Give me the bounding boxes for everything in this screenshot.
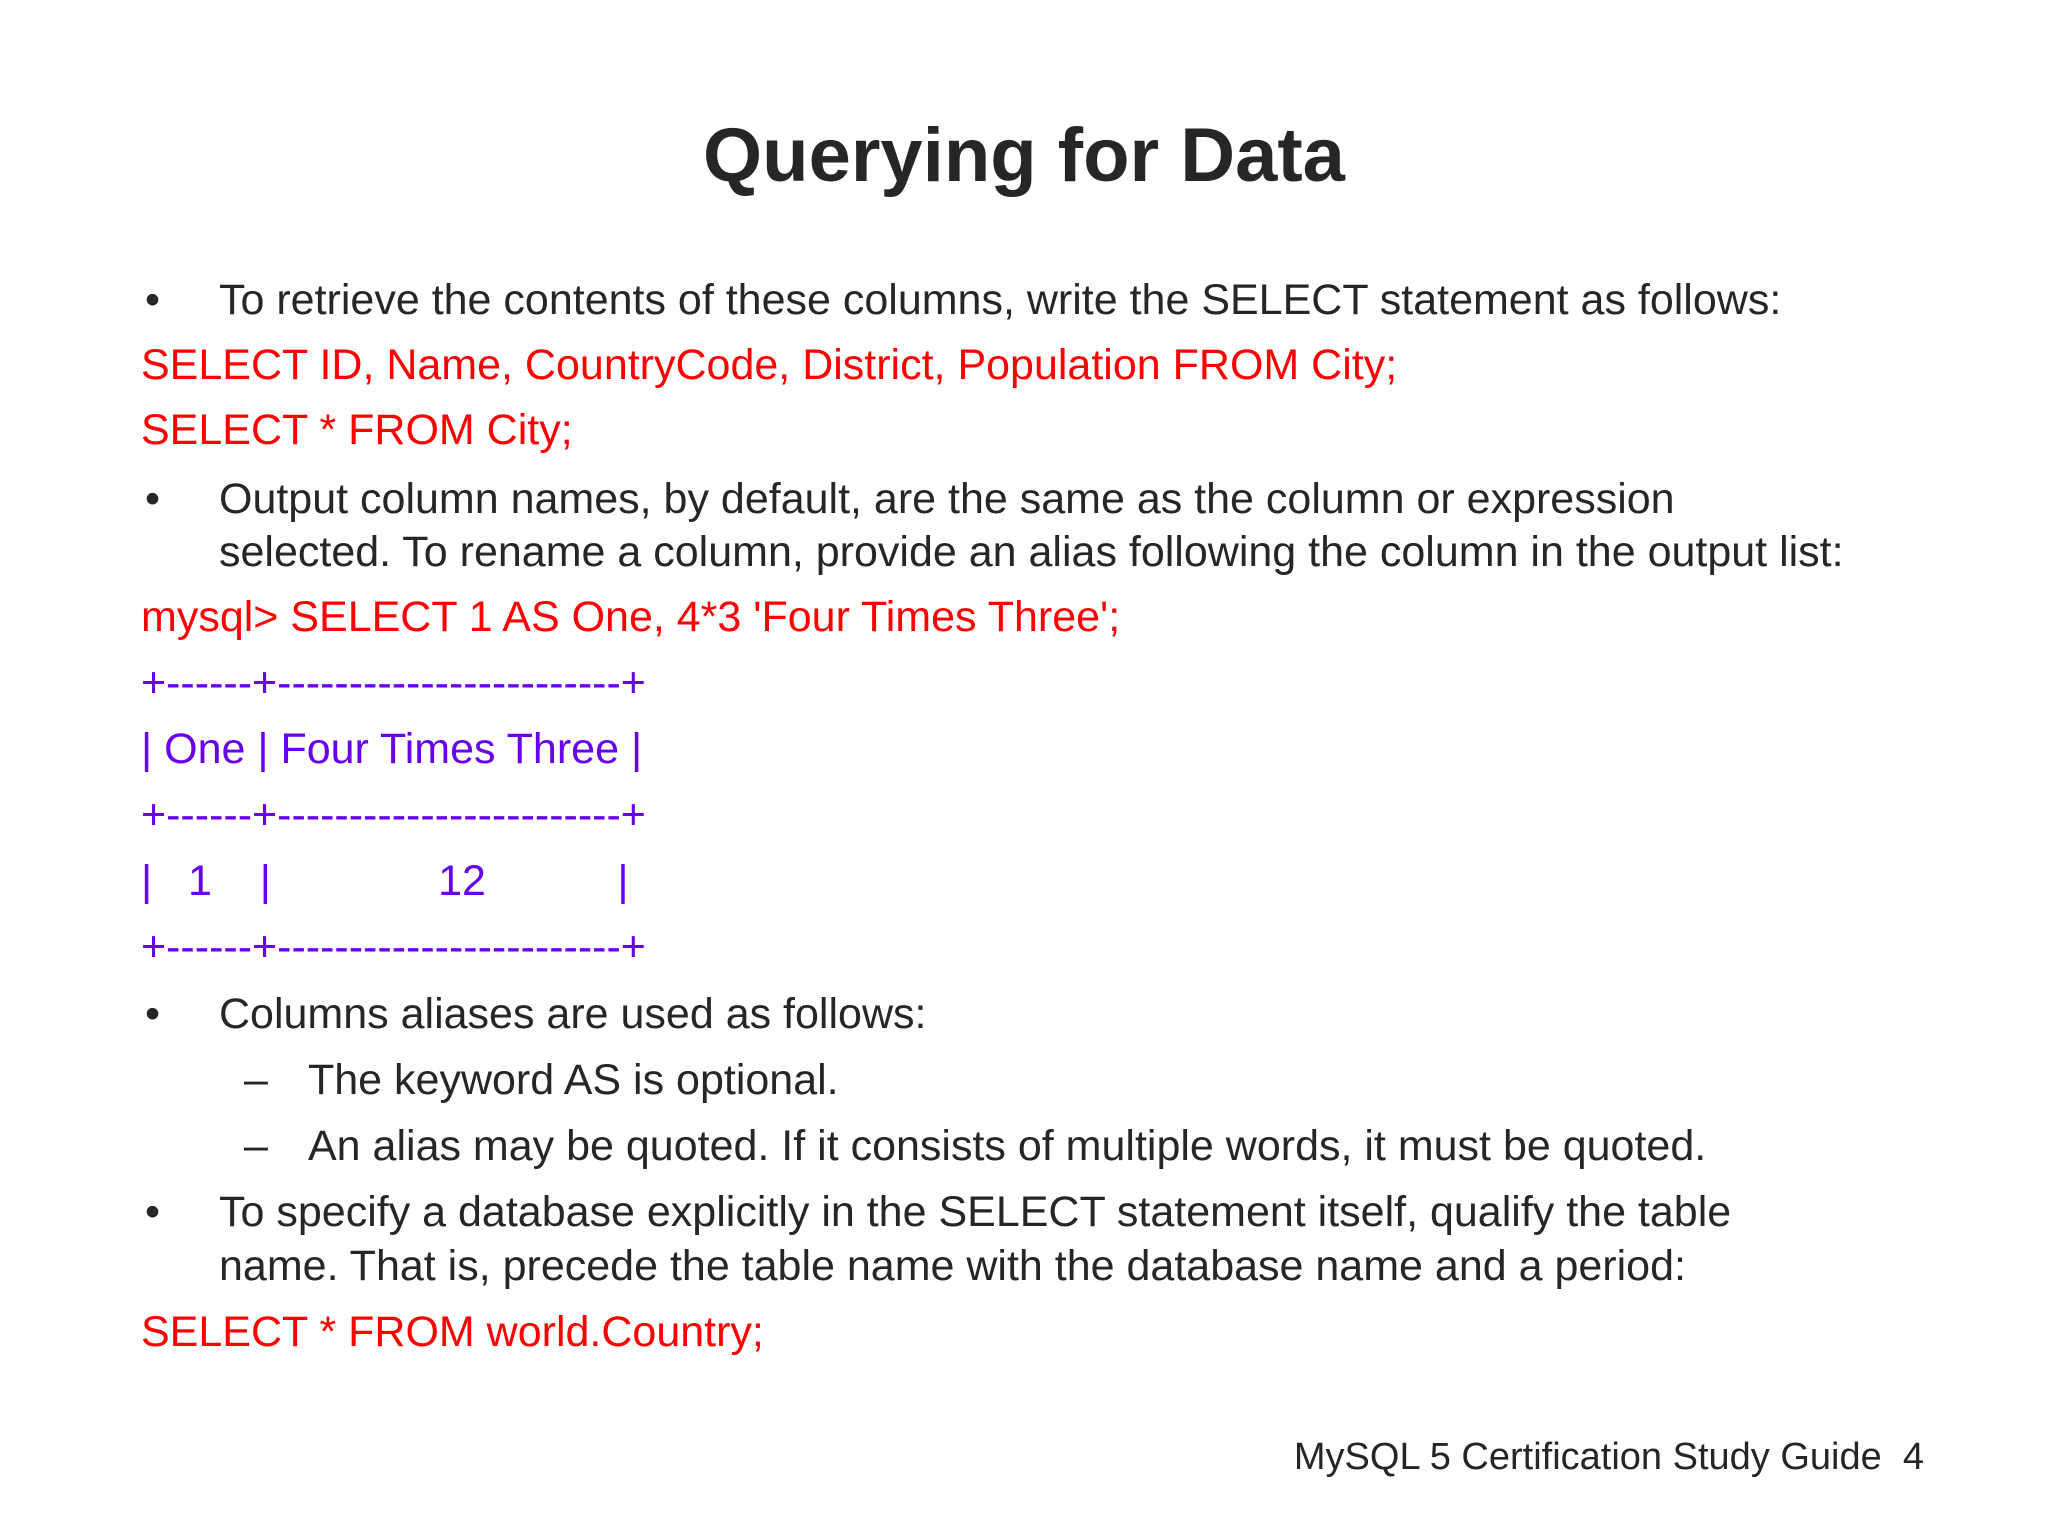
result-table-row: | 1 | 12 | [141,857,629,905]
dash-marker: – [244,1122,268,1170]
result-table-border-mid: +------+------------------------+ [141,791,646,839]
dash-marker: – [244,1056,268,1104]
bullet-marker: • [145,276,161,324]
subbullet-text-2: An alias may be quoted. If it consists of multiple words, it must be quoted. [308,1122,1707,1170]
bullet-text-2-line-1: Output column names, by default, are the same as the column or expression [219,475,1675,523]
bullet-marker: • [145,1188,161,1236]
bullet-marker: • [145,475,161,523]
slide-footer: MySQL 5 Certification Study Guide 4 [1293,1436,1924,1478]
code-line-2: SELECT * FROM City; [141,406,573,454]
code-line-3: mysql> SELECT 1 AS One, 4*3 'Four Times Three'; [141,593,1121,641]
bullet-text-2-line-2: selected. To rename a column, provide an alias following the column in the output list: [219,528,1844,576]
bullet-text-4-line-2: name. That is, precede the table name with the database name and a period: [219,1242,1686,1290]
result-table-border-top: +------+------------------------+ [141,659,646,707]
bullet-text-4-line-1: To specify a database explicitly in the SELECT statement itself, qualify the table [219,1188,1732,1236]
result-table-border-bottom: +------+------------------------+ [141,923,646,971]
bullet-text-1: To retrieve the contents of these columns, write the SELECT statement as follows: [219,276,1782,324]
slide-title: Querying for Data [703,113,1345,198]
bullet-marker: • [145,990,161,1038]
result-table-header: | One | Four Times Three | [141,725,643,773]
code-line-1: SELECT ID, Name, CountryCode, District, Population FROM City; [141,341,1398,389]
subbullet-text-1: The keyword AS is optional. [308,1056,839,1104]
bullet-text-3: Columns aliases are used as follows: [219,990,927,1038]
code-line-4: SELECT * FROM world.Country; [141,1308,764,1356]
